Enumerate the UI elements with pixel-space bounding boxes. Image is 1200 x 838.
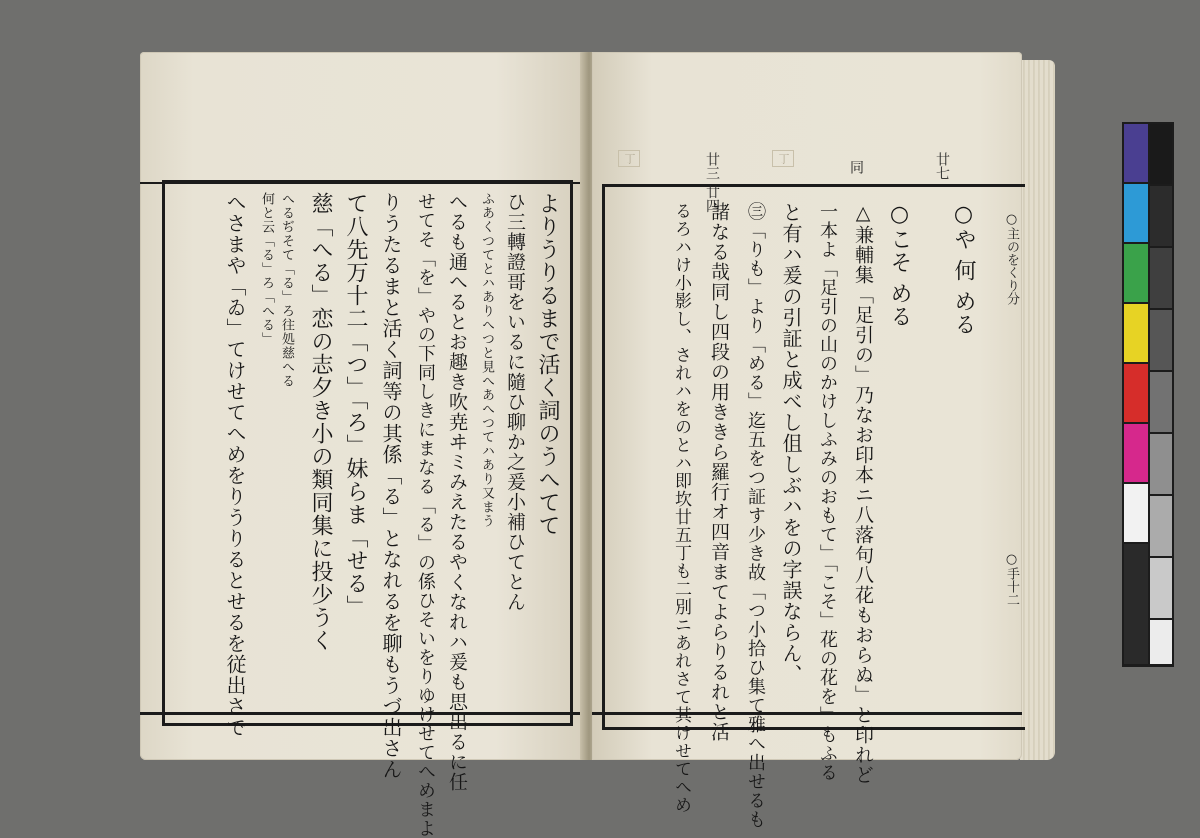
page-edges — [1020, 60, 1055, 760]
swatch-cyan — [1124, 184, 1148, 242]
left-column-3: ふあくつてとハありへつと見へあへつてハあり又まう — [479, 192, 494, 528]
right-column-3: △兼輔集「足引の」乃なお印本ニ八落句八花もおらぬ」と印れど — [852, 202, 874, 785]
page-mark: ○手十二 — [1004, 552, 1019, 606]
swatch-red — [1124, 364, 1148, 422]
left-column-10: 何と云「る」ろ「へる」 — [259, 192, 274, 346]
swatch-yellow — [1124, 304, 1148, 362]
gray-step-2 — [1150, 186, 1172, 246]
swatch-black — [1124, 544, 1148, 664]
right-column-8: るろハけ小影し、されハをのとハ即坎廿五丁も二別ニあれさて其けせてへめ — [671, 202, 691, 814]
right-column-1: ○や 何 める — [951, 202, 976, 336]
open-book — [140, 40, 1055, 838]
swatch-green — [1124, 244, 1148, 302]
right-column-6: ㊂「りも」より「める」迄五をつ証す少き故「つ小拾ひ集て雅へ出せるも — [745, 202, 766, 829]
header-mark-1: 廿三 廿四 — [704, 152, 720, 213]
left-column-1: よりうりるまで活く詞のうへてて — [535, 192, 560, 537]
gray-step-4 — [1150, 310, 1172, 370]
side-note: ○主のをくり分 — [1004, 212, 1019, 305]
left-column-2: ひ三轉證哥をいるに隨ひ聊か之爰小補ひてとん — [504, 192, 526, 612]
left-top-rule — [140, 182, 585, 184]
left-column-4: へるも通へるとお趣き吹尭ヰミみえたるやくなれハ爰も思出るに任 — [446, 192, 468, 792]
left-column-8: 慈「へる」恋の志夕き小の類同集に投少うく — [308, 192, 333, 652]
swatch-magenta — [1124, 424, 1148, 482]
left-column-6: りうたるまと活く詞等の其係「る」となれるを聊もうづ出さん — [379, 192, 403, 780]
left-column-5: せてそ「を」やの下同しきにまなる「る」の係ひそいをりゆけせてへめまよ — [415, 192, 436, 838]
gray-step-8 — [1150, 558, 1172, 618]
right-column-2: ○こそ める — [887, 202, 912, 328]
gray-step-1 — [1150, 124, 1172, 184]
gray-step-5 — [1150, 372, 1172, 432]
left-page — [140, 52, 585, 838]
swatch-violet — [1124, 124, 1148, 182]
right-bottom-rule — [592, 712, 1022, 715]
header-mark-3: 廿七 — [934, 152, 950, 180]
right-page — [592, 52, 1022, 829]
gray-step-7 — [1150, 496, 1172, 556]
faint-stamp-1: 丁 — [618, 150, 640, 167]
faint-stamp-2: 丁 — [772, 150, 794, 167]
left-column-7: て八先万十二「つ」「ろ」妹らま「せる」 — [343, 192, 368, 618]
color-calibration-bar — [1122, 122, 1174, 667]
header-mark-2: 同 — [848, 160, 864, 174]
gray-step-6 — [1150, 434, 1172, 494]
right-column-7: 諸なる哉同し四段の用ききら羅行オ四音まてよらりるれと活 — [708, 202, 730, 742]
left-column-11: へさまや「ゐ」てけせてへめをりうりるとせるを従出さで — [223, 192, 247, 738]
gray-step-3 — [1150, 248, 1172, 308]
swatch-white — [1124, 484, 1148, 542]
gray-step-9 — [1150, 620, 1172, 664]
right-column-5: と有ハ爰の引証と成べし伹しぶハをの字誤ならん、 — [779, 202, 803, 685]
left-bottom-rule — [140, 712, 585, 715]
right-column-4: 一本よ「足引の山のかけしふみのおもて」「こそ」花の花を」もふる — [817, 202, 838, 782]
left-column-9: へるぢそて「る」ろ往処慈へる — [279, 192, 294, 388]
